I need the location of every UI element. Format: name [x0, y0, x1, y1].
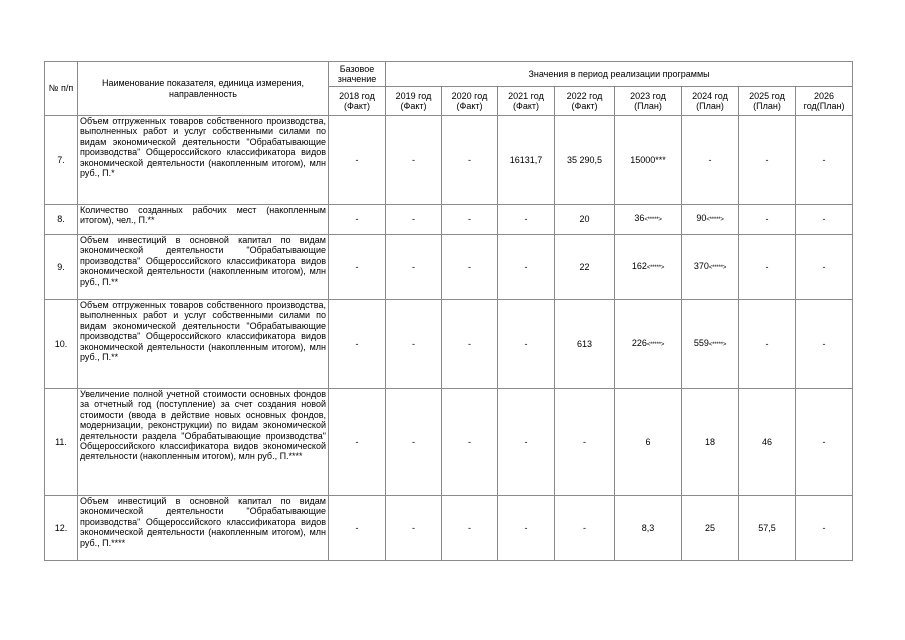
footnote-mark: <*****>: [644, 217, 662, 224]
value-text: 90: [696, 213, 707, 224]
value-text: 46: [761, 436, 772, 447]
value-text: -: [765, 261, 769, 272]
value-text: -: [468, 522, 471, 533]
indicators-table: [44, 61, 853, 561]
header-year: 2021 год (Факт): [498, 87, 555, 116]
value-cell: [796, 116, 853, 205]
value-cell: [442, 235, 498, 300]
value-text: -: [412, 154, 415, 165]
indicator-name: Объем инвестиций в основной капитал по видам экономической деятельности "Обрабатывающие производства" Общероссийского классификатора видов экономической деятельности (накопленным итогом), млн руб., П.**: [78, 235, 329, 300]
value-cell: [796, 300, 853, 389]
value-cell: [796, 389, 853, 496]
value-text: -: [468, 214, 471, 225]
footnote-mark: <*****>: [706, 217, 724, 224]
value-text: 16131,7: [509, 154, 543, 165]
value-text: 25: [704, 522, 715, 533]
row-number: 11.: [45, 389, 78, 496]
value-text: -: [524, 338, 528, 349]
value-text: -: [524, 436, 528, 447]
value-text: -: [355, 522, 359, 533]
value-cell: [386, 235, 442, 300]
value-cell: [498, 496, 555, 561]
row-number: 10.: [45, 300, 78, 389]
value-cell: [442, 496, 498, 561]
value-cell: [682, 496, 739, 561]
value-cell: [555, 300, 615, 389]
value-cell: [739, 496, 796, 561]
value-text: -: [524, 214, 528, 225]
value-cell: [442, 116, 498, 205]
header-year: 2020 год (Факт): [442, 87, 498, 116]
value-cell: [555, 235, 615, 300]
value-text: -: [708, 154, 712, 165]
row-number: 7.: [45, 116, 78, 205]
value-text: -: [468, 154, 471, 165]
value-text: -: [412, 436, 415, 447]
value-cell: [796, 235, 853, 300]
value-text: -: [412, 522, 415, 533]
value-cell: [615, 116, 682, 205]
value-text: -: [355, 338, 359, 349]
header-year: 2024 год (План): [682, 87, 739, 116]
value-text: 226: [631, 337, 647, 348]
value-text: 162: [631, 260, 647, 271]
value-cell: [796, 496, 853, 561]
value-text: 57,5: [758, 522, 776, 533]
header-num: № п/п: [45, 62, 78, 116]
footnote-mark: <*****>: [708, 264, 727, 271]
value-text: -: [355, 154, 359, 165]
value-cell: [386, 496, 442, 561]
header-base: Базовое значение: [329, 62, 386, 87]
indicator-name: Объем инвестиций в основной капитал по видам экономической деятельности "Обрабатывающие производства" Общероссийского классификатора видов экономической деятельности (накопленным итогом), млн руб., П.****: [78, 496, 329, 561]
value-cell: [329, 300, 386, 389]
footnote-mark: <*****>: [708, 341, 727, 348]
value-cell: [329, 116, 386, 205]
header-year: 2026 год(План): [796, 87, 853, 116]
table-row: [45, 205, 853, 235]
value-cell: [386, 300, 442, 389]
value-text: -: [468, 436, 471, 447]
value-cell: [329, 496, 386, 561]
value-cell: [739, 116, 796, 205]
value-cell: [386, 116, 442, 205]
header-year: 2022 год (Факт): [555, 87, 615, 116]
value-text: 613: [576, 338, 593, 349]
table-row: [45, 116, 853, 205]
value-text: -: [765, 214, 769, 225]
value-cell: [555, 116, 615, 205]
value-cell: [682, 389, 739, 496]
value-cell: [442, 300, 498, 389]
indicator-name: Объем отгруженных товаров собственного производства, выполненных работ и услуг собственными силами по видам экономической деятельности "Обрабатывающие производства" Общероссийского классификатора видов экономической деятельности (накопленным итогом), млн руб., П.*: [78, 116, 329, 205]
value-cell: [555, 205, 615, 235]
value-text: 36: [634, 213, 645, 224]
value-text: -: [822, 338, 826, 349]
footnote-mark: <*****>: [646, 341, 665, 348]
header-year: 2019 год (Факт): [386, 87, 442, 116]
value-text: -: [822, 436, 826, 447]
table-row: [45, 235, 853, 300]
indicator-name: Объем отгруженных товаров собственного производства, выполненных работ и услуг собственными силами по видам экономической деятельности "Обрабатывающие производства" Общероссийского классификатора видов экономической деятельности (накопленным итогом), млн руб., П.**: [78, 300, 329, 389]
header-year: 2018 год (Факт): [329, 87, 386, 116]
row-number: 9.: [45, 235, 78, 300]
value-text: -: [355, 214, 359, 225]
indicator-name: Увеличение полной учетной стоимости основных фондов за отчетный год (поступление) за счет создания новой стоимости (ввода в действие новых основных фондов, модернизации, реконструкции) по видам экономической деятельности раздела "Обрабатывающие производства" Общероссийского классификатора видов экономической деятельности (накопленным итогом), млн руб., П.****: [78, 389, 329, 496]
value-cell: [682, 235, 739, 300]
value-text: 18: [704, 436, 715, 447]
value-text: -: [765, 154, 769, 165]
value-cell: [615, 389, 682, 496]
footnote-mark: <*****>: [646, 264, 665, 271]
indicator-name: Количество созданных рабочих мест (накопленным итогом), чел., П.**: [78, 205, 329, 235]
value-text: 22: [579, 261, 590, 272]
value-text: 15000***: [630, 154, 666, 165]
value-cell: [442, 389, 498, 496]
value-text: -: [355, 261, 359, 272]
value-text: -: [583, 436, 586, 447]
value-text: -: [524, 522, 528, 533]
value-text: -: [822, 261, 826, 272]
value-cell: [739, 235, 796, 300]
header-period: Значения в период реализации программы: [386, 62, 853, 87]
table-row: [45, 389, 853, 496]
value-cell: [739, 300, 796, 389]
value-cell: [739, 389, 796, 496]
header-name: Наименование показателя, единица измерения, направленность: [78, 62, 329, 116]
value-cell: [555, 389, 615, 496]
row-number: 12.: [45, 496, 78, 561]
value-text: 8,3: [641, 522, 655, 533]
value-cell: [498, 300, 555, 389]
value-cell: [739, 205, 796, 235]
value-text: -: [822, 214, 826, 225]
value-text: -: [468, 261, 471, 272]
value-cell: [615, 235, 682, 300]
value-cell: [682, 116, 739, 205]
value-cell: [796, 205, 853, 235]
value-cell: [615, 205, 682, 235]
value-cell: [442, 205, 498, 235]
value-text: -: [822, 154, 826, 165]
value-text: -: [412, 338, 415, 349]
value-cell: [615, 496, 682, 561]
value-text: 6: [645, 436, 651, 447]
value-cell: [498, 116, 555, 205]
value-cell: [682, 205, 739, 235]
value-cell: [386, 389, 442, 496]
value-text: 20: [579, 214, 590, 225]
value-text: 559: [693, 337, 709, 348]
row-number: 8.: [45, 205, 78, 235]
value-cell: [498, 389, 555, 496]
value-text: -: [412, 214, 415, 225]
table-row: [45, 496, 853, 561]
value-cell: [498, 235, 555, 300]
value-text: -: [524, 261, 528, 272]
value-text: 370: [693, 260, 709, 271]
value-cell: [682, 300, 739, 389]
value-text: -: [355, 436, 359, 447]
value-text: -: [822, 522, 826, 533]
value-cell: [615, 300, 682, 389]
value-cell: [329, 235, 386, 300]
table-row: [45, 300, 853, 389]
header-year: 2025 год (План): [739, 87, 796, 116]
value-text: -: [412, 261, 415, 272]
value-cell: [329, 389, 386, 496]
value-text: 35 290,5: [566, 154, 603, 165]
value-text: -: [765, 338, 769, 349]
value-cell: [498, 205, 555, 235]
header-year: 2023 год (План): [615, 87, 682, 116]
value-text: -: [583, 522, 586, 533]
value-cell: [555, 496, 615, 561]
value-text: -: [468, 338, 471, 349]
value-cell: [329, 205, 386, 235]
value-cell: [386, 205, 442, 235]
